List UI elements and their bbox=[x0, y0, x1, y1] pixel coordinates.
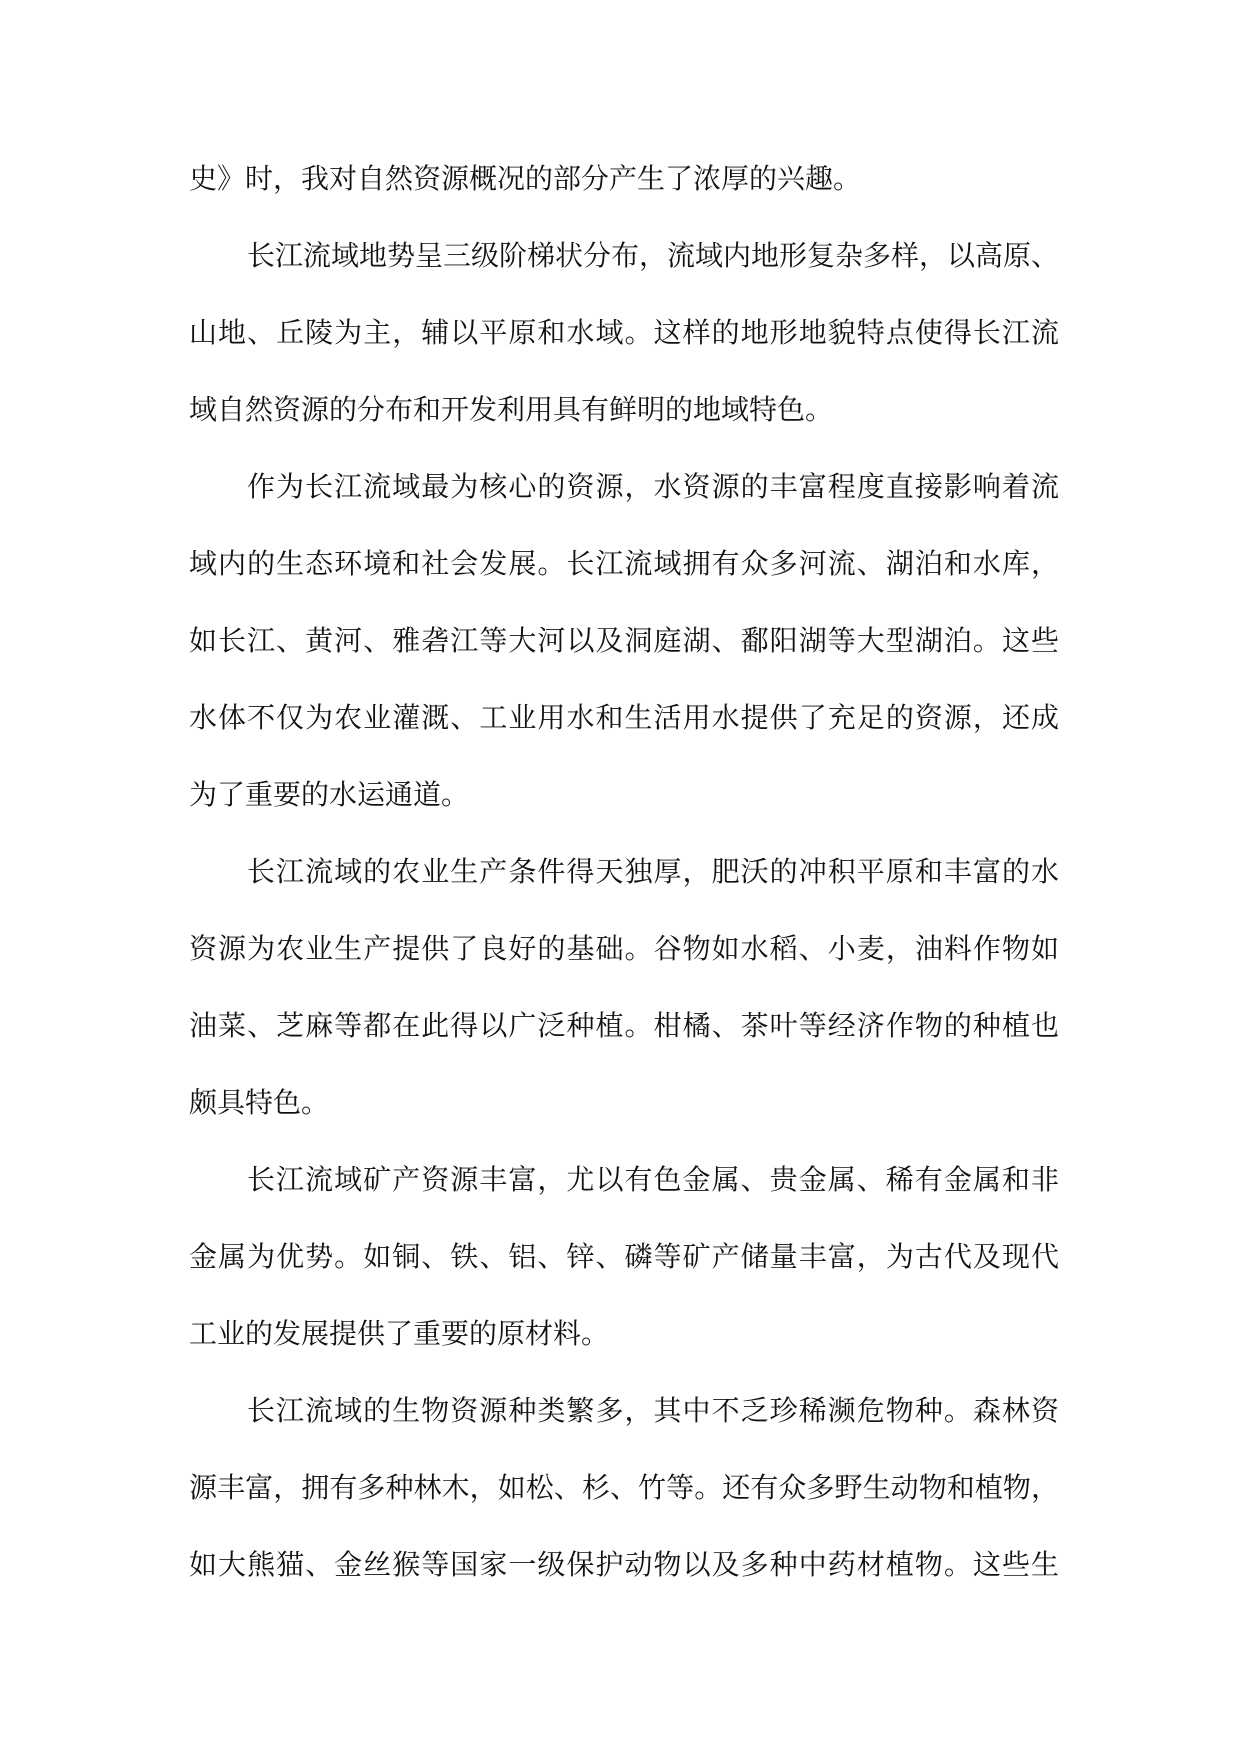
paragraph bbox=[189, 140, 1059, 217]
paragraph bbox=[189, 217, 1059, 448]
text-line: 工业的发展提供了重要的原材料。 bbox=[189, 1317, 610, 1350]
text-line: 为了重要的水运通道。 bbox=[189, 778, 470, 811]
text-line: 域自然资源的分布和开发利用具有鲜明的地域特色。 bbox=[189, 393, 834, 426]
text-line: 长江流域的农业生产条件得天独厚，肥沃的冲积平原和丰富的水 bbox=[247, 855, 1059, 888]
text-line: 如长江、黄河、雅砻江等大河以及洞庭湖、鄱阳湖等大型湖泊。这些 bbox=[189, 624, 1059, 657]
text-line: 水体不仅为农业灌溉、工业用水和生活用水提供了充足的资源，还成 bbox=[189, 701, 1059, 734]
text-line: 长江流域的生物资源种类繁多，其中不乏珍稀濒危物种。森林资 bbox=[247, 1394, 1059, 1427]
text-line: 长江流域矿产资源丰富，尤以有色金属、贵金属、稀有金属和非 bbox=[247, 1163, 1059, 1196]
document-body bbox=[189, 140, 1059, 1603]
text-line: 如大熊猫、金丝猴等国家一级保护动物以及多种中药材植物。这些生 bbox=[189, 1548, 1059, 1581]
paragraph bbox=[189, 833, 1059, 1141]
text-line: 颇具特色。 bbox=[189, 1086, 330, 1119]
text-line: 长江流域地势呈三级阶梯状分布，流域内地形复杂多样，以高原、 bbox=[247, 239, 1060, 272]
text-line: 金属为优势。如铜、铁、铝、锌、磷等矿产储量丰富，为古代及现代 bbox=[189, 1240, 1059, 1273]
paragraph bbox=[189, 448, 1059, 833]
text-line: 域内的生态环境和社会发展。长江流域拥有众多河流、湖泊和水库， bbox=[189, 547, 1059, 580]
text-line: 资源为农业生产提供了良好的基础。谷物如水稻、小麦，油料作物如 bbox=[189, 932, 1059, 965]
text-line: 油菜、芝麻等都在此得以广泛种植。柑橘、茶叶等经济作物的种植也 bbox=[189, 1009, 1059, 1042]
text-line: 作为长江流域最为核心的资源，水资源的丰富程度直接影响着流 bbox=[247, 470, 1059, 503]
paragraph bbox=[189, 1372, 1059, 1603]
text-line: 山地、丘陵为主，辅以平原和水域。这样的地形地貌特点使得长江流 bbox=[189, 316, 1059, 349]
text-line: 史》时，我对自然资源概况的部分产生了浓厚的兴趣。 bbox=[189, 162, 862, 195]
text-line: 源丰富，拥有多种林木，如松、杉、竹等。还有众多野生动物和植物， bbox=[189, 1471, 1059, 1504]
paragraph bbox=[189, 1141, 1059, 1372]
